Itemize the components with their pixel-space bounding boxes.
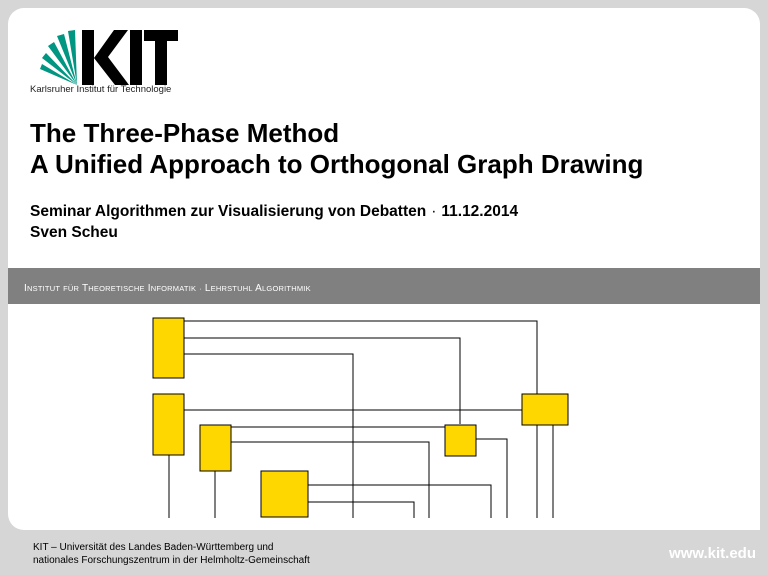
institute-label (24, 281, 444, 298)
author-name: Sven Scheu (30, 224, 118, 241)
separator-dot: · (431, 203, 437, 220)
seminar-line (30, 201, 518, 222)
footer-text (33, 541, 310, 567)
footer-line-1: KIT – Universität des Landes Baden-Württemberg und (33, 542, 274, 553)
institute-text: INSTITUT FÜR THEORETISCHE INFORMATIK · LEHRSTUHL ALGORITHMIK (24, 283, 311, 294)
graph-node (522, 394, 568, 425)
institute-smallcaps (24, 281, 444, 295)
institute-bar (8, 268, 760, 304)
title-line-2: A Unified Approach to Orthogonal Graph Drawing (30, 149, 644, 179)
slide (8, 8, 760, 530)
seminar-name: Seminar Algorithmen zur Visualisierung von Debatten (30, 203, 427, 220)
subtitle (30, 201, 518, 243)
graph-node (445, 425, 476, 456)
website-url[interactable]: www.kit.edu (669, 545, 756, 562)
page-title (30, 118, 643, 180)
graph-node (153, 318, 184, 378)
edge (308, 502, 414, 518)
graph-node (200, 425, 231, 471)
graph-node (261, 471, 308, 517)
edge (183, 338, 460, 424)
graph-node (153, 394, 184, 455)
title-line-1: The Three-Phase Method (30, 118, 340, 148)
logo-subtitle: Karlsruher Institut für Technologie (30, 84, 172, 95)
graph-edges (169, 321, 553, 518)
edge (183, 321, 537, 394)
seminar-date: 11.12.2014 (441, 203, 519, 220)
footer-line-2: nationales Forschungszentrum in der Helmholtz-Gemeinschaft (33, 555, 310, 566)
orthogonal-graph-diagram (8, 304, 760, 530)
